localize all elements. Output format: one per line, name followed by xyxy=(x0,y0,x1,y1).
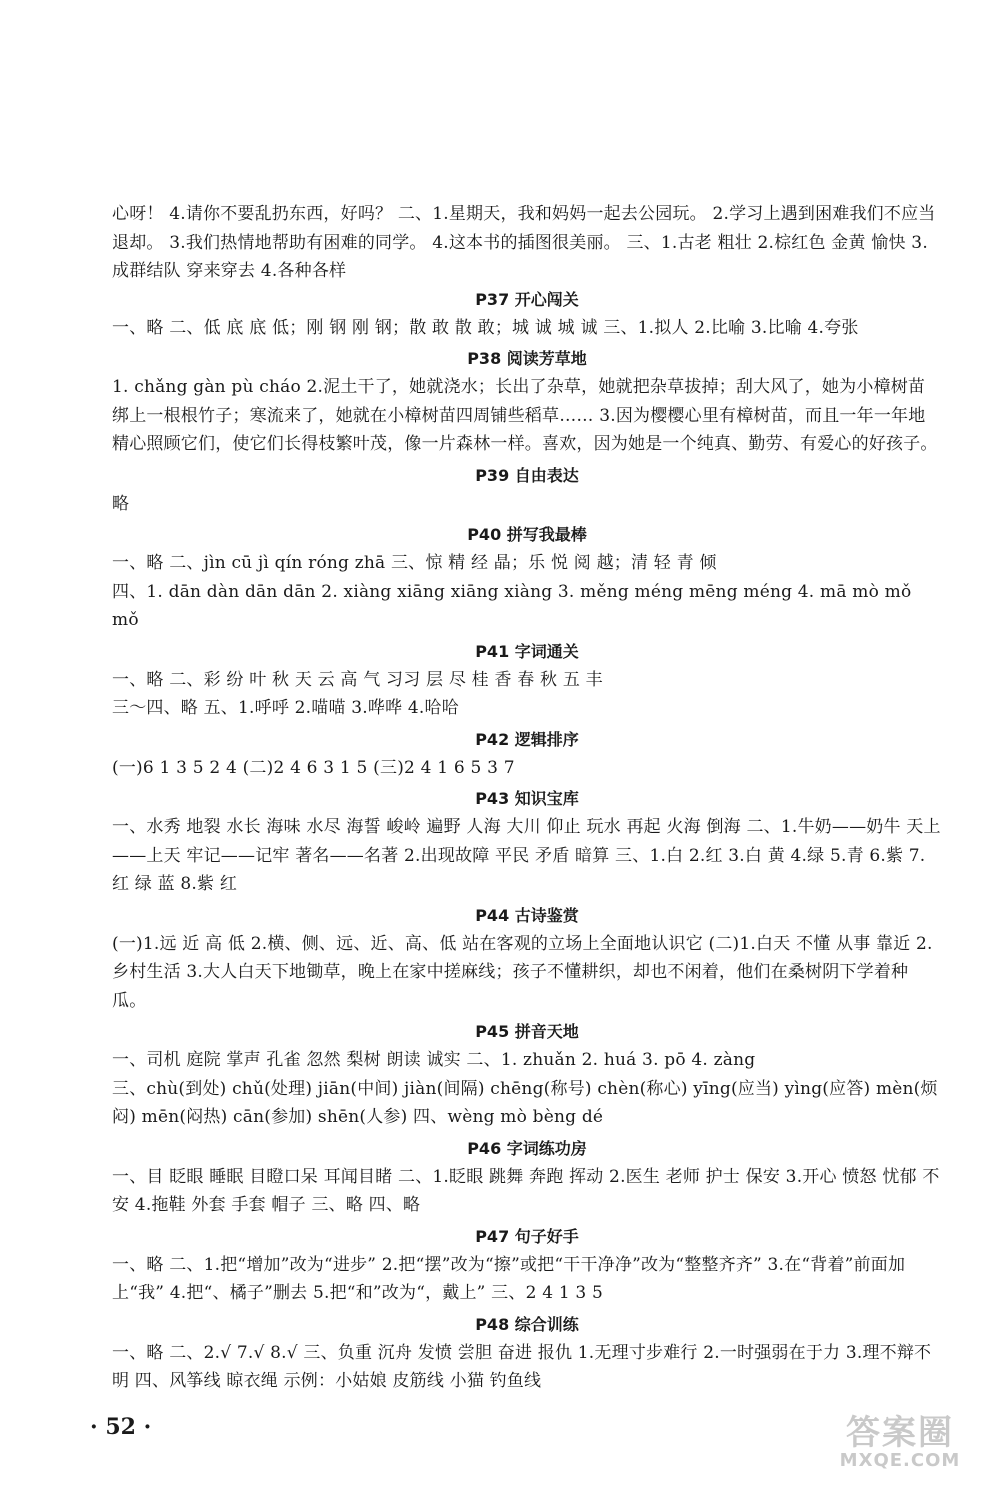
section-p44 xyxy=(112,902,942,1016)
section-p46 xyxy=(112,1135,942,1220)
section-line: 三～四、略 五、1.呼呼 2.喵喵 3.哗哗 4.哈哈 xyxy=(112,698,459,718)
section-p42 xyxy=(112,726,942,783)
answer-content xyxy=(112,200,942,1399)
section-p43 xyxy=(112,785,942,899)
watermark-title: 答案圈 xyxy=(846,1413,954,1453)
section-line: 一、目 眨眼 睡眠 目瞪口呆 耳闻目睹 二、1.眨眼 跳舞 奔跑 挥动 2.医生 老师 护士 保安 3.开心 愤怒 忧郁 不安 4.拖鞋 外套 手套 帽子 三、略 四、略 xyxy=(112,1166,940,1215)
section-p40 xyxy=(112,521,942,635)
section-heading: P39 自由表达 xyxy=(475,465,579,485)
intro-paragraph: 心呀！ 4.请你不要乱扔东西，好吗？ 二、1.星期天，我和妈妈一起去公园玩。 2.学习上遇到困难我们不应当退却。 3.我们热情地帮助有困难的同学。 4.这本书的插图很美丽。 三、1.古老 粗壮 2.棕红色 金黄 愉快 3.成群结队 穿来穿去 4.各种各样 xyxy=(112,204,936,281)
section-heading: P46 字词练功房 xyxy=(467,1138,587,1158)
section-heading: P48 综合训练 xyxy=(475,1314,579,1334)
section-line: 一、略 二、jìn cū jì qín róng zhā 三、惊 精 经 晶；乐 悦 阅 越；清 轻 青 倾 xyxy=(112,553,717,573)
section-heading: P37 开心闯关 xyxy=(475,289,579,309)
section-p38 xyxy=(112,345,942,459)
section-p47 xyxy=(112,1223,942,1308)
section-p48 xyxy=(112,1311,942,1396)
section-p45 xyxy=(112,1018,942,1132)
section-heading: P41 字词通关 xyxy=(475,641,579,661)
section-p37 xyxy=(112,286,942,343)
section-line: 四、1. dān dàn dān dān 2. xiàng xiāng xiāng xiàng 3. měng méng mēng méng 4. mā mò mǒ mǒ xyxy=(112,581,912,630)
section-line: 略 xyxy=(112,493,130,514)
section-line: 一、略 二、2.√ 7.√ 8.√ 三、负重 沉舟 发愤 尝胆 奋进 报仇 1.无理寸步难行 2.一时强弱在于力 3.理不辩不明 四、风筝线 晾衣绳 示例：小姑娘 皮筋线 小猫 钓鱼线 xyxy=(112,1342,932,1391)
section-line: 一、司机 庭院 掌声 孔雀 忽然 梨树 朗读 诚实 二、1. zhuǎn 2. huá 3. pō 4. zàng xyxy=(112,1050,756,1070)
section-heading: P40 拼写我最棒 xyxy=(467,525,587,544)
watermark-url: MXQE.COM xyxy=(839,1450,961,1471)
section-line: 一、略 二、彩 纷 叶 秋 天 云 高 气 习习 层 尽 桂 香 春 秋 五 丰 xyxy=(112,669,603,690)
section-heading: P42 逻辑排序 xyxy=(475,729,579,749)
section-line: 1. chǎng gàn pù cháo 2.泥土干了，她就浇水；长出了杂草，她就把杂草拔掉；刮大风了，她为小樟树苗绑上一根根竹子；寒流来了，她就在小樟树苗四周铺些稻草…… 3.因为樱樱心里有樟树苗，而且一年一年地精心照顾它们，使它们长得枝繁叶茂，像一片森林一样。喜欢，因为她是一个纯真、勤劳、有爱心的好孩子。 xyxy=(112,377,938,454)
section-line: 一、水秀 地裂 水长 海味 水尽 海誓 峻岭 遍野 人海 大川 仰止 玩水 再起 火海 倒海 二、1.牛奶——奶牛 天上——上天 牢记——记牢 著名——名著 2.出现故障 平民 矛盾 暗算 三、1.白 2.红 3.白 黄 4.绿 5.青 6.紫 7.红 绿 蓝 8.紫 红 xyxy=(112,817,941,894)
section-heading: P43 知识宝库 xyxy=(475,789,579,808)
section-line: 一、略 二、1.把“增加”改为“进步” 2.把“摆”改为“擦”或把“干干净净”改为“整整齐齐” 3.在“背着”前面加上“我” 4.把“、橘子”删去 5.把“和”改为“，戴上” 三、2 4 1 3 5 xyxy=(112,1254,906,1303)
watermark-logo xyxy=(820,1405,980,1480)
section-line: (一)1.远 近 高 低 2.横、侧、远、近、高、低 站在客观的立场上全面地认识它 (二)1.白天 不懂 从事 靠近 2.乡村生活 3.大人白天下地锄草，晚上在家中搓麻线；孩子不懂耕织，却也不闲着，他们在桑树阴下学着种瓜。 xyxy=(112,933,933,1011)
section-line: 一、略 二、低 底 底 低；刚 钢 刚 钢；散 敢 散 敢；城 诚 城 诚 三、1.拟人 2.比喻 3.比喻 4.夸张 xyxy=(112,317,859,338)
section-heading: P45 拼音天地 xyxy=(475,1022,579,1041)
section-line: (一)6 1 3 5 2 4 (二)2 4 6 3 1 5 (三)2 4 1 6 5 3 7 xyxy=(112,757,515,778)
section-heading: P47 句子好手 xyxy=(475,1226,579,1246)
section-heading: P38 阅读芳草地 xyxy=(467,349,587,368)
section-p39 xyxy=(112,462,942,519)
page-number: · 52 · xyxy=(90,1414,152,1440)
section-p41 xyxy=(112,638,942,723)
section-line: 三、chù(到处) chǔ(处理) jiān(中间) jiàn(间隔) chēng(称号) chèn(称心) yīng(应当) yìng(应答) mèn(烦闷) mēn(闷热) cān(参加) shēn(人参) 四、wèng mò bèng dé xyxy=(112,1078,938,1127)
section-heading: P44 古诗鉴赏 xyxy=(475,905,579,925)
